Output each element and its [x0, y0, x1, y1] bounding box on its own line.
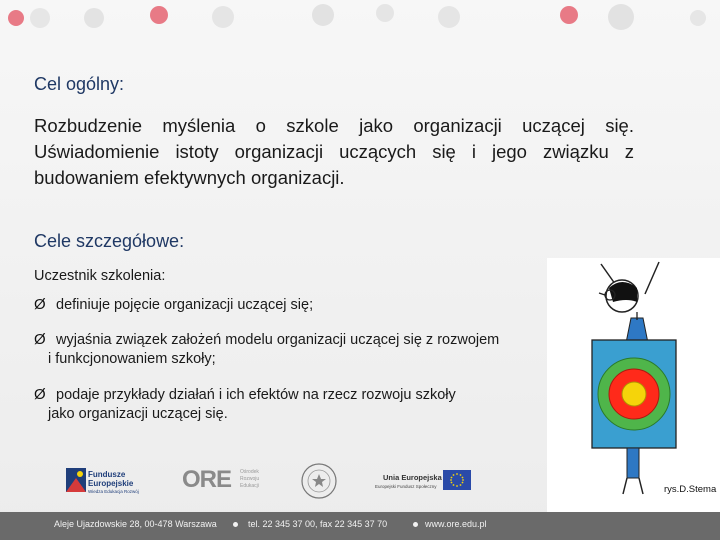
footer-address: Aleje Ujazdowskie 28, 00-478 Warszawa: [54, 519, 217, 529]
footer-separator-dot: [413, 522, 418, 527]
target-figure-drawing: [547, 258, 720, 513]
footer-phone: tel. 22 345 37 00, fax 22 345 37 70: [248, 519, 388, 529]
round-seal-icon: [300, 462, 338, 500]
illustration-credit: rys.D.Stema: [664, 484, 717, 495]
eu-subtitle: Europejski Fundusz Społeczny: [375, 484, 437, 489]
footer-website-link[interactable]: www.ore.edu.pl: [425, 519, 487, 529]
bullet-arrow-icon: Ø: [34, 296, 46, 313]
list-item: [34, 296, 313, 315]
list-item-text-continued: jako organizacji uczącej się.: [48, 406, 228, 422]
list-item: [34, 331, 564, 369]
decor-dot: [438, 6, 460, 28]
decor-dot: [212, 6, 234, 28]
target-figure-illustration: [547, 258, 720, 513]
decor-dot: [376, 4, 394, 22]
list-item-text: wyjaśnia związek założeń modelu organizacji uczącej się z rozwojem: [56, 332, 500, 348]
european-funds-logo-icon: [66, 468, 86, 492]
decor-dot: [560, 6, 578, 24]
bullet-arrow-icon: Ø: [34, 331, 46, 348]
european-funds-subtitle: Wiedza Edukacja Rozwój: [88, 489, 139, 494]
decor-dot: [312, 4, 334, 26]
decor-dot: [690, 10, 706, 26]
decor-dot: [8, 10, 24, 26]
list-item-text: definiuje pojęcie organizacji uczącej się;: [56, 297, 314, 313]
decor-dot: [30, 8, 50, 28]
eu-flag-icon: [443, 470, 471, 490]
ore-subtitle-line: Rozwoju: [240, 476, 260, 482]
ore-subtitle-line: Ośrodek: [240, 469, 259, 475]
ore-logo-subtitle: [240, 469, 259, 490]
general-goal-text: Rozbudzenie myślenia o szkole jako organizacji uczącej się. Uświadomienie istoty organizacji uczących się i jego związku z budowaniem efektywnych organizacji.: [34, 115, 634, 188]
decor-dot: [608, 4, 634, 30]
ore-logo: ORE: [182, 466, 232, 493]
european-funds-title: Fundusze Europejskie: [88, 470, 134, 488]
decorative-dot-band: [0, 0, 720, 36]
list-item-text: podaje przykłady działań i ich efektów na rzecz rozwoju szkoły: [56, 387, 456, 403]
eu-title: Unia Europejska: [383, 473, 442, 482]
general-goal-heading: Cel ogólny:: [34, 74, 125, 94]
specific-goals-heading: Cele szczegółowe:: [34, 231, 185, 251]
decor-dot: [84, 8, 104, 28]
ore-subtitle-line: Edukacji: [240, 483, 259, 489]
participant-label: Uczestnik szkolenia:: [34, 268, 166, 284]
list-item: [34, 386, 564, 424]
bullet-arrow-icon: Ø: [34, 386, 46, 403]
decor-dot: [150, 6, 168, 24]
list-item-text-continued: i funkcjonowaniem szkoły;: [48, 351, 216, 367]
footer-separator-dot: [233, 522, 238, 527]
